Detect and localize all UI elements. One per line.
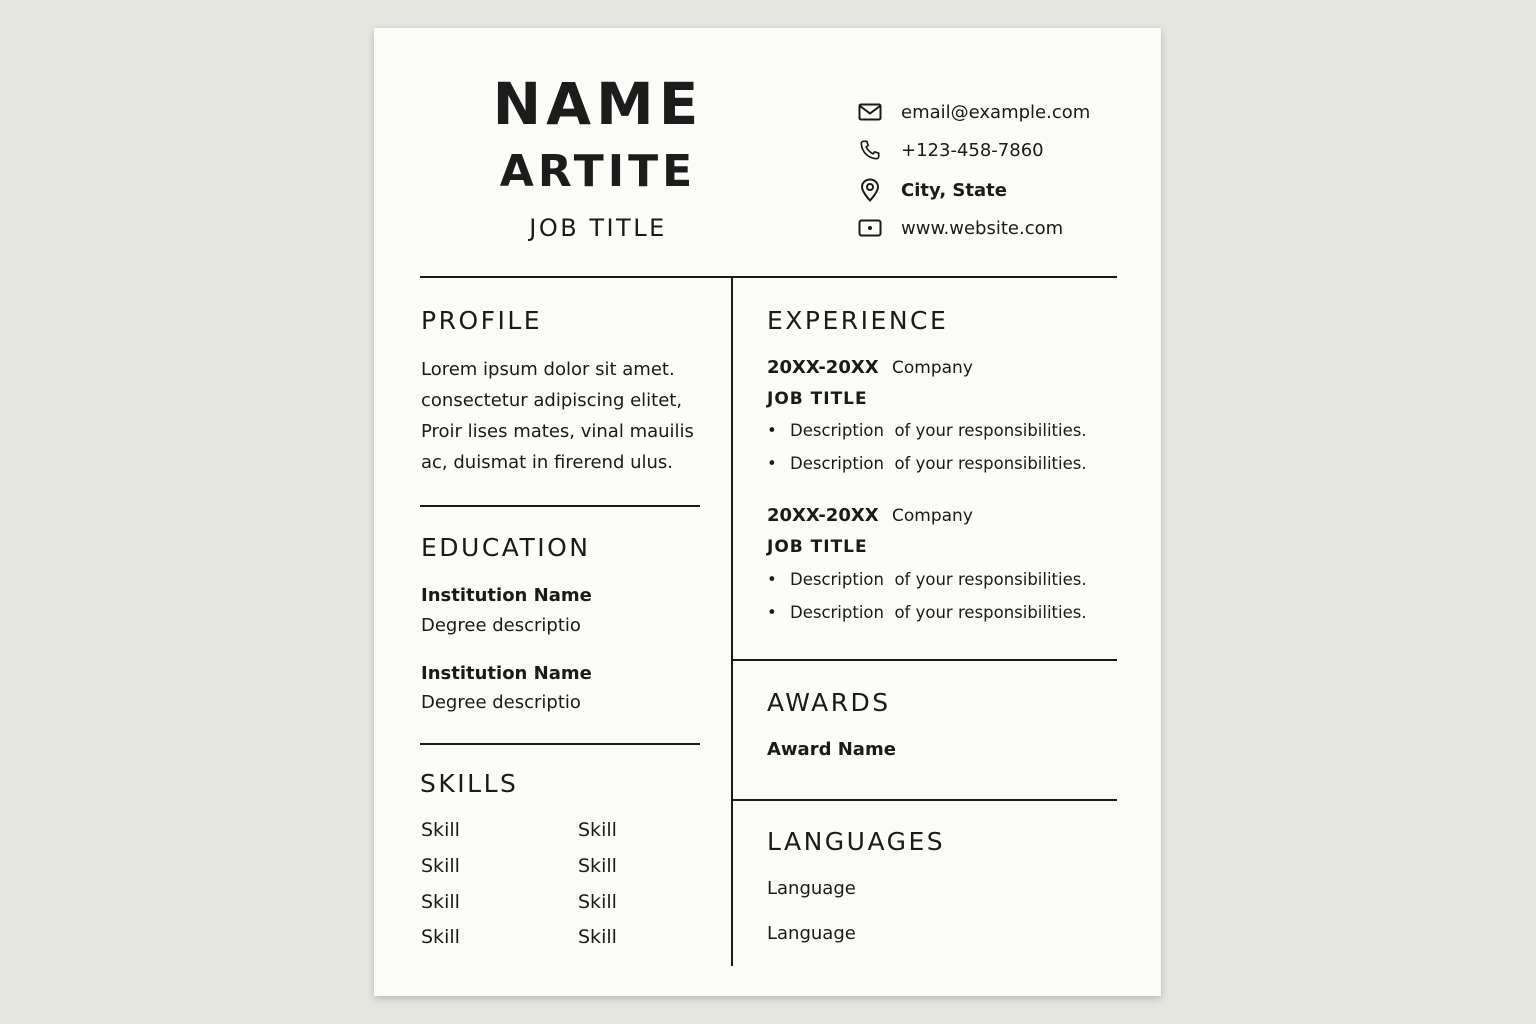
envelope-icon	[856, 99, 884, 125]
language-item: Language	[767, 923, 856, 944]
profile-text	[421, 354, 721, 478]
skill-item: Skill	[578, 819, 617, 841]
contact-phone	[856, 137, 1044, 163]
experience-dates: 20XX-20XX	[767, 505, 879, 526]
column-divider	[731, 278, 733, 966]
experience-job-title: JOB TITLE	[767, 537, 868, 557]
skill-item: Skill	[578, 855, 617, 877]
skill-item: Skill	[421, 819, 460, 841]
education-divider	[420, 743, 700, 745]
experience-bullet-text: Description of your responsibilities.	[790, 454, 1087, 473]
experience-job-title: JOB TITLE	[767, 389, 868, 409]
experience-bullet-text: Description of your responsibilities.	[790, 421, 1087, 440]
experience-bullet-text: Description of your responsibilities.	[790, 570, 1087, 589]
education-degree: Degree descriptio	[421, 615, 581, 636]
bullet-dot: •	[767, 603, 777, 622]
profile-divider	[420, 505, 700, 507]
contact-email	[856, 99, 1090, 125]
profile-line: Lorem ipsum dolor sit amet.	[421, 359, 675, 380]
skill-item: Skill	[421, 855, 460, 877]
bullet-dot: •	[767, 454, 777, 473]
resume-page	[374, 28, 1161, 996]
profile-line: consectetur adipiscing elitet,	[421, 390, 683, 411]
skill-item: Skill	[578, 891, 617, 913]
languages-title: LANGUAGES	[767, 827, 946, 856]
skills-title: SKILLS	[420, 769, 519, 798]
awards-divider	[732, 799, 1117, 801]
experience-company: Company	[892, 358, 973, 378]
phone-icon	[856, 137, 884, 163]
experience-bullet	[767, 454, 1087, 473]
experience-divider	[732, 659, 1117, 661]
education-title: EDUCATION	[421, 533, 591, 562]
skill-item: Skill	[421, 891, 460, 913]
experience-dates: 20XX-20XX	[767, 357, 879, 378]
contact-website	[856, 215, 1063, 241]
name-heading-second-line: ARTITE	[499, 146, 697, 197]
location-text: City, State	[901, 179, 1007, 201]
experience-company: Company	[892, 506, 973, 526]
profile-title: PROFILE	[421, 306, 543, 335]
experience-bullet	[767, 603, 1087, 622]
experience-title: EXPERIENCE	[767, 306, 949, 335]
contact-location	[856, 177, 1007, 203]
experience-bullet	[767, 421, 1087, 440]
web-icon	[856, 215, 884, 241]
award-item: Award Name	[767, 739, 896, 760]
email-text: email@example.com	[901, 101, 1091, 123]
language-item: Language	[767, 878, 856, 899]
phone-text: +123-458-7860	[901, 139, 1044, 161]
profile-line: Proir lises mates, vinal mauilis	[421, 421, 694, 442]
skill-item: Skill	[421, 926, 460, 948]
bullet-dot: •	[767, 421, 777, 440]
profile-line: ac, duismat in firerend ulus.	[421, 452, 674, 473]
experience-bullet-text: Description of your responsibilities.	[790, 603, 1087, 622]
skill-item: Skill	[578, 926, 617, 948]
website-text: www.website.com	[901, 217, 1064, 239]
experience-bullet	[767, 570, 1087, 589]
bullet-dot: •	[767, 570, 777, 589]
map-pin-icon	[856, 177, 884, 203]
education-degree: Degree descriptio	[421, 692, 581, 713]
job-title: JOB TITLE	[529, 214, 667, 242]
awards-title: AWARDS	[767, 688, 891, 717]
header-divider	[420, 276, 1117, 278]
education-institution: Institution Name	[421, 663, 592, 684]
name-heading: NAME	[492, 70, 704, 138]
education-institution: Institution Name	[421, 585, 592, 606]
